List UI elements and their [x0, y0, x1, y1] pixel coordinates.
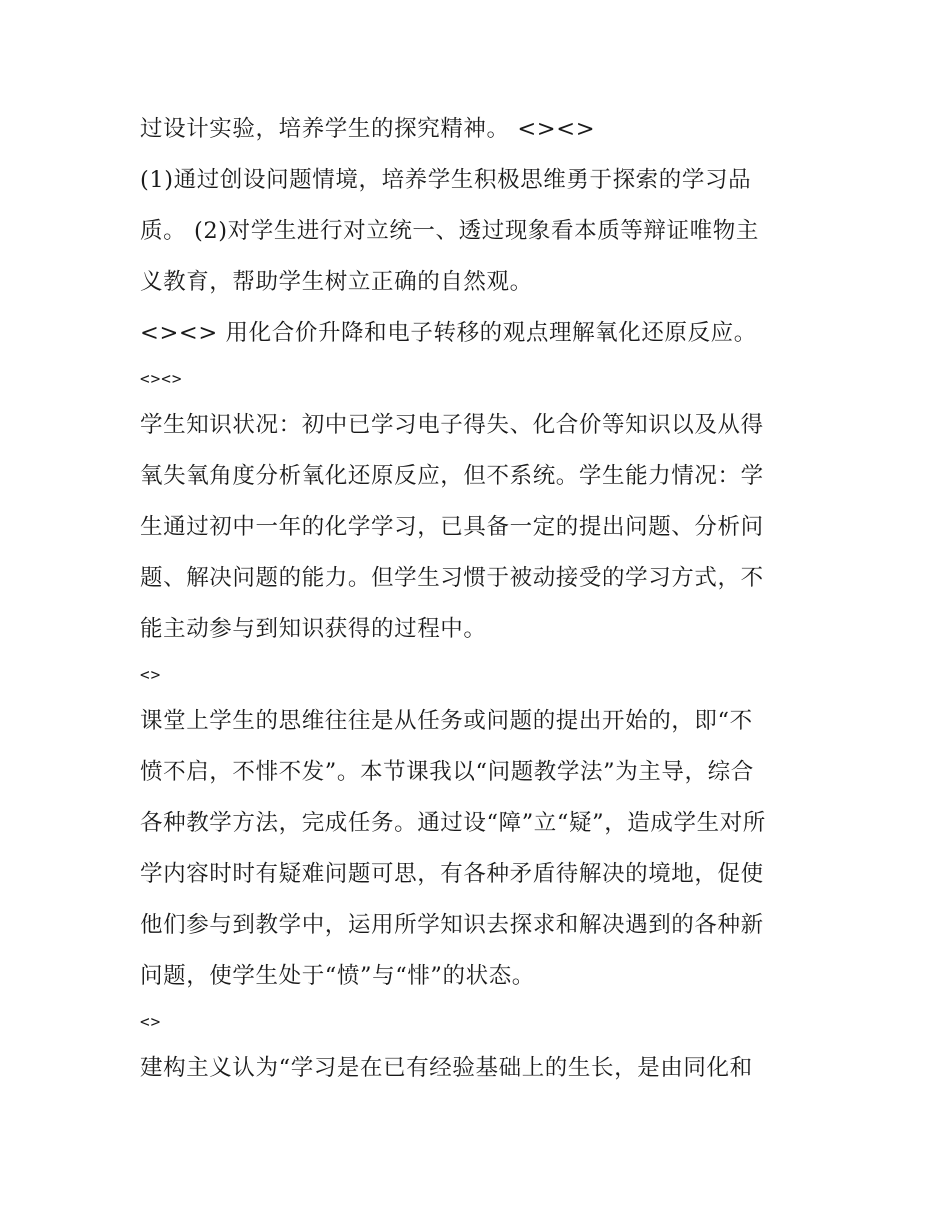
text-line: 他们参与到教学中，运用所学知识去探求和解决遇到的各种新: [140, 912, 764, 938]
text-line: 质。 (2)对学生进行对立统一、透过现象看本质等辩证唯物主: [140, 218, 759, 244]
text-line: 生通过初中一年的化学学习，已具备一定的提出问题、分析问: [140, 514, 764, 540]
text-line: 各种教学方法，完成任务。通过设“障”立“疑”，造成学生对所: [140, 810, 766, 836]
text-line: 学内容时时有疑难问题可思，有各种矛盾待解决的境地，促使: [140, 861, 764, 887]
text-line: 课堂上学生的思维往往是从任务或问题的提出开始的，即“不: [140, 708, 753, 734]
text-line: <><> 用化合价升降和电子转移的观点理解氧化还原反应。: [140, 320, 757, 346]
section-marker: <>: [140, 1012, 162, 1031]
text-line: 题、解决问题的能力。但学生习惯于被动接受的学习方式，不: [140, 565, 764, 591]
text-line: (1)通过创设问题情境，培养学生积极思维勇于探索的学习品: [140, 167, 752, 193]
text-line: 问题，使学生处于“愤”与“悱”的状态。: [140, 963, 535, 989]
text-line: 建构主义认为“学习是在已有经验基础上的生长，是由同化和: [140, 1055, 753, 1081]
text-line: 学生知识状况：初中已学习电子得失、化合价等知识以及从得: [140, 412, 764, 438]
text-line: 氧失氧角度分析氧化还原反应，但不系统。学生能力情况：学: [140, 463, 764, 489]
section-marker: <><>: [140, 369, 183, 388]
section-marker: <>: [140, 665, 162, 684]
text-line: 义教育，帮助学生树立正确的自然观。: [140, 269, 533, 295]
text-line: 过设计实验，培养学生的探究精神。 <><>: [140, 116, 596, 142]
text-line: 能主动参与到知识获得的过程中。: [140, 616, 487, 642]
text-line: 愤不启，不悱不发”。本节课我以“问题教学法”为主导，综合: [140, 759, 754, 785]
